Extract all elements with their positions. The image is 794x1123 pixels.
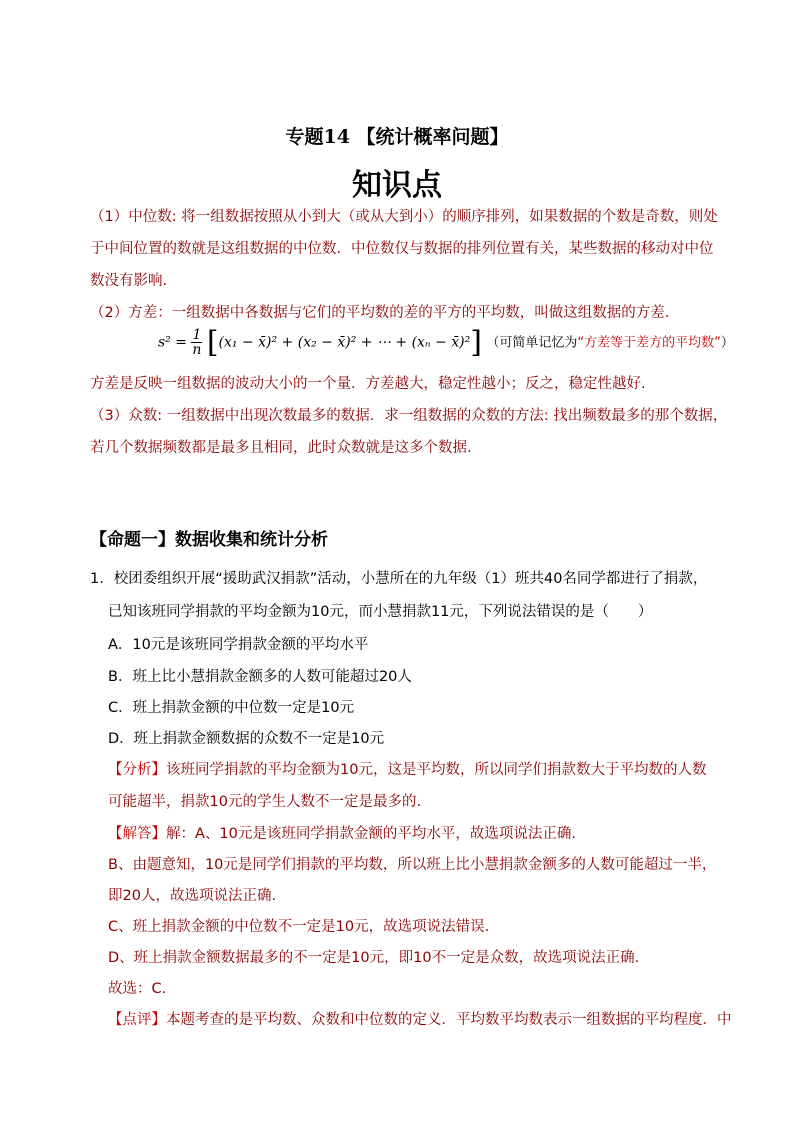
answer-tag: 【解答】	[108, 826, 166, 842]
answer-line-6: 故选：C.	[108, 981, 167, 997]
formula-numerator: 1	[192, 327, 202, 343]
comment-line-1	[108, 1008, 732, 1029]
formula-note-c: ）	[720, 335, 734, 351]
analysis-tag: 【分析】	[108, 762, 166, 778]
answer-text-1: 解：A、10元是该班同学捐款金额的平均水平，故选项说法正确.	[166, 826, 576, 842]
formula-body: (x₁ − x̄)² + (x₂ − x̄)² + ⋯ + (xₙ − x̄)²	[218, 334, 471, 351]
formula-lhs: s² =	[158, 334, 187, 351]
section-heading: 【命题一】数据收集和统计分析	[90, 530, 328, 550]
question-stem-line-1: 1．校团委组织开展“援助武汉捐款”活动，小慧所在的九年级（1）班共40名同学都进行了捐款，	[90, 571, 708, 587]
option-a: A．10元是该班同学捐款金额的平均水平	[108, 637, 369, 653]
formula-left-bracket: [	[206, 325, 219, 360]
mode-line-1: （3）众数: 一组数据中出现次数最多的数据．求一组数据的众数的方法: 找出频数最多的那个数据，	[90, 408, 728, 424]
question-stem-line-2: 已知该班同学捐款的平均金额为10元，而小慧捐款11元，下列说法错误的是（ ）	[108, 604, 653, 620]
option-b: B．班上比小慧捐款金额多的人数可能超过20人	[108, 669, 412, 685]
variance-line-2: 方差是反映一组数据的波动大小的一个量．方差越大，稳定性越小；反之，稳定性越好.	[90, 376, 646, 392]
formula-fraction	[191, 328, 202, 357]
analysis-text-1: 该班同学捐款的平均金额为10元，这是平均数，所以同学们捐款数大于平均数的人数	[166, 762, 707, 778]
median-line-1: （1）中位数: 将一组数据按照从小到大（或从大到小）的顺序排列，如果数据的个数是奇数，则处	[90, 209, 718, 225]
answer-line-1	[108, 822, 576, 843]
answer-line-5: D、班上捐款金额数据最多的不一定是10元，即10不一定是众数，故选项说法正确.	[108, 950, 640, 966]
analysis-line-2: 可能超半，捐款10元的学生人数不一定是最多的.	[108, 794, 422, 810]
formula-note-a: （可简单记忆为	[486, 335, 578, 351]
median-line-2: 于中间位置的数就是这组数据的中位数．中位数仅与数据的排列位置有关，某些数据的移动对中位	[90, 241, 714, 257]
answer-line-3: 即20人，故选项说法正确.	[108, 888, 277, 904]
answer-line-2: B、由题意知，10元是同学们捐款的平均数，所以班上比小慧捐款金额多的人数可能超过一半，	[108, 857, 717, 873]
answer-line-4: C、班上捐款金额的中位数不一定是10元，故选项说法错误.	[108, 919, 490, 935]
variance-line-1: （2）方差：一组数据中各数据与它们的平均数的差的平方的平均数，叫做这组数据的方差.	[90, 305, 670, 321]
formula-denominator: n	[192, 342, 202, 358]
comment-tag: 【点评】	[108, 1012, 166, 1028]
formula-right-bracket: ]	[470, 325, 482, 360]
document-title: 专题14 【统计概率问题】	[285, 126, 509, 148]
option-d: D．班上捐款金额数据的众数不一定是10元	[108, 731, 385, 747]
comment-text-1: 本题考查的是平均数、众数和中位数的定义．平均数平均数表示一组数据的平均程度．中	[166, 1012, 732, 1028]
median-line-3: 数没有影响.	[90, 273, 168, 289]
formula-note-b: “方差等于差方的平均数”	[577, 335, 721, 351]
variance-formula	[158, 325, 734, 360]
analysis-line-1	[108, 758, 706, 779]
mode-line-2: 若几个数据频数都是最多且相同，此时众数就是这多个数据.	[90, 440, 472, 456]
option-c: C．班上捐款金额的中位数一定是10元	[108, 700, 355, 716]
document-subtitle: 知识点	[352, 168, 442, 203]
